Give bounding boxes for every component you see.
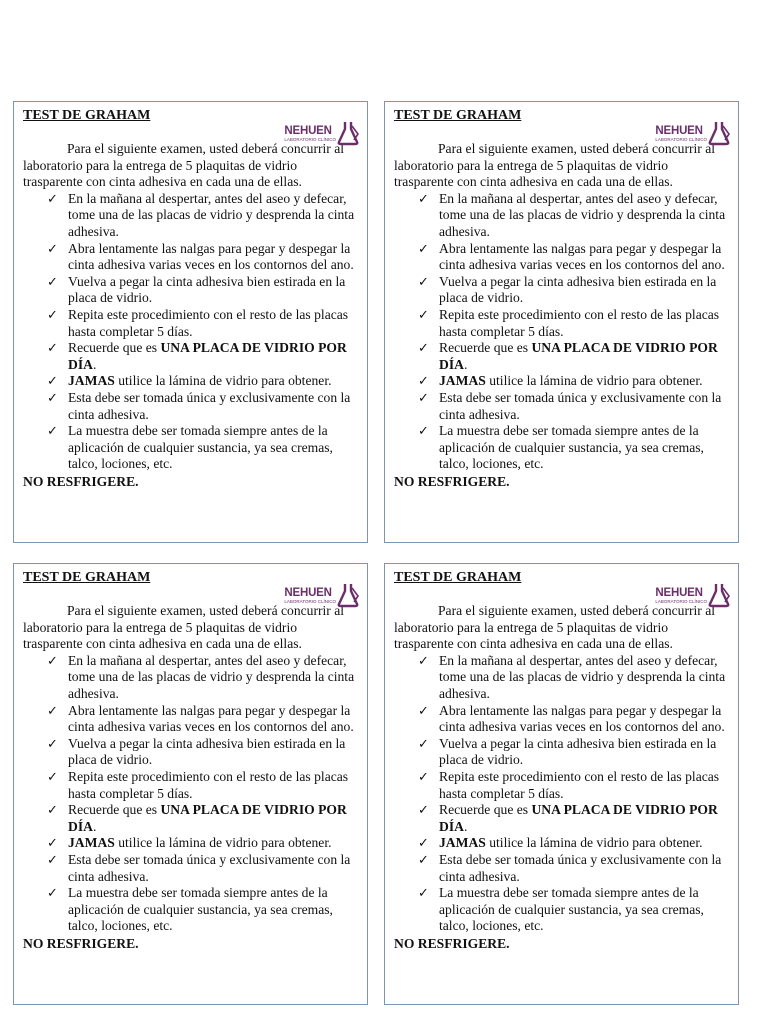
- list-item-pre: Repita este procedimiento con el resto de las placas hasta completar 5 días.: [68, 306, 349, 339]
- intro-text: Para el siguiente examen, usted deberá concurrir al laboratorio para la entrega de 5 plaquitas de vidrio trasparente con cinta adhesiva en cada una de ellas.: [23, 603, 345, 652]
- instruction-list: [394, 191, 728, 473]
- lab-logo: [655, 119, 730, 147]
- checkmark-icon: ✓: [47, 768, 58, 784]
- list-item-pre: Repita este procedimiento con el resto de las placas hasta completar 5 días.: [439, 768, 720, 801]
- list-item: [47, 802, 357, 835]
- list-item: [418, 389, 728, 423]
- instruction-card: [13, 563, 368, 1005]
- list-item-pre: La muestra debe ser tomada siempre antes de la aplicación de cualquier sustancia, ya sea cremas, talco, lociones, etc.: [68, 423, 333, 472]
- list-item-post: utilice la lámina de vidrio para obtener.: [485, 835, 703, 851]
- list-item-bold: JAMAS: [439, 835, 486, 851]
- list-item-bold: JAMAS: [68, 373, 115, 389]
- list-item: [418, 802, 728, 835]
- instruction-list: [23, 191, 357, 473]
- list-item-pre: Esta debe ser tomada única y exclusivamente con la cinta adhesiva.: [68, 389, 351, 422]
- checkmark-icon: ✓: [418, 240, 429, 256]
- list-item-post: utilice la lámina de vidrio para obtener.: [485, 373, 703, 389]
- card-title: TEST DE GRAHAM: [394, 108, 522, 123]
- list-item-pre: Vuelva a pegar la cinta adhesiva bien estirada en la placa de vidrio.: [68, 273, 346, 306]
- checkmark-icon: ✓: [47, 240, 58, 256]
- list-item-pre: En la mañana al despertar, antes del aseo y defecar, tome una de las placas de vidrio y desprenda la cinta adhesiva.: [68, 190, 355, 239]
- checkmark-icon: ✓: [418, 389, 429, 405]
- list-item: [418, 851, 728, 885]
- flask-icon: [337, 120, 359, 146]
- logo-name: NEHUEN: [284, 586, 332, 599]
- instruction-list: [23, 653, 357, 935]
- checkmark-icon: ✓: [47, 340, 58, 356]
- checkmark-icon: ✓: [418, 702, 429, 718]
- list-item: [47, 735, 357, 769]
- list-item-pre: Esta debe ser tomada única y exclusivamente con la cinta adhesiva.: [439, 389, 722, 422]
- list-item: [47, 389, 357, 423]
- logo-name: NEHUEN: [655, 124, 703, 137]
- checkmark-icon: ✓: [47, 735, 58, 751]
- checkmark-icon: ✓: [47, 190, 58, 206]
- logo-subtitle: LABORATORIO CLÍNICO: [655, 136, 707, 142]
- checkmark-icon: ✓: [47, 802, 58, 818]
- list-item-pre: Abra lentamente las nalgas para pegar y despegar la cinta adhesiva varias veces en los contornos del ano.: [439, 702, 725, 735]
- checkmark-icon: ✓: [418, 306, 429, 322]
- checkmark-icon: ✓: [418, 423, 429, 439]
- checkmark-icon: ✓: [418, 768, 429, 784]
- list-item: [47, 240, 357, 274]
- intro-text: Para el siguiente examen, usted deberá concurrir al laboratorio para la entrega de 5 plaquitas de vidrio trasparente con cinta adhesiva en cada una de ellas.: [394, 141, 716, 190]
- list-item-pre: Vuelva a pegar la cinta adhesiva bien estirada en la placa de vidrio.: [439, 735, 717, 768]
- footer-warning: NO RESFRIGERE.: [394, 473, 510, 489]
- instruction-card: [384, 563, 739, 1005]
- list-item-pre: En la mañana al despertar, antes del aseo y defecar, tome una de las placas de vidrio y desprenda la cinta adhesiva.: [68, 652, 355, 701]
- list-item-pre: Recuerde que es: [68, 340, 161, 356]
- card-title: TEST DE GRAHAM: [394, 570, 522, 585]
- list-item-bold: UNA PLACA DE VIDRIO POR DÍA: [68, 340, 347, 372]
- footer-warning: NO RESFRIGERE.: [23, 473, 139, 489]
- logo-subtitle: LABORATORIO CLÍNICO: [284, 598, 336, 604]
- list-item: [418, 652, 728, 703]
- checkmark-icon: ✓: [418, 652, 429, 668]
- list-item-pre: Repita este procedimiento con el resto de las placas hasta completar 5 días.: [439, 306, 720, 339]
- list-item-post: .: [92, 818, 97, 834]
- list-item-post: .: [92, 356, 97, 372]
- instruction-list: [394, 653, 728, 935]
- checkmark-icon: ✓: [47, 835, 58, 851]
- list-item: [418, 373, 728, 390]
- checkmark-icon: ✓: [418, 835, 429, 851]
- list-item: [418, 702, 728, 736]
- checkmark-icon: ✓: [418, 802, 429, 818]
- list-item: [47, 885, 357, 935]
- list-item-post: utilice la lámina de vidrio para obtener.: [114, 373, 332, 389]
- intro-text: Para el siguiente examen, usted deberá concurrir al laboratorio para la entrega de 5 plaquitas de vidrio trasparente con cinta adhesiva en cada una de ellas.: [394, 603, 716, 652]
- list-item-pre: Repita este procedimiento con el resto de las placas hasta completar 5 días.: [68, 768, 349, 801]
- logo-name: NEHUEN: [655, 586, 703, 599]
- list-item-pre: Recuerde que es: [439, 340, 532, 356]
- list-item-pre: Vuelva a pegar la cinta adhesiva bien estirada en la placa de vidrio.: [439, 273, 717, 306]
- lab-logo: [284, 119, 359, 147]
- list-item: [47, 851, 357, 885]
- list-item-pre: Abra lentamente las nalgas para pegar y despegar la cinta adhesiva varias veces en los contornos del ano.: [439, 240, 725, 273]
- instruction-card: [13, 101, 368, 543]
- list-item-pre: Esta debe ser tomada única y exclusivamente con la cinta adhesiva.: [439, 851, 722, 884]
- list-item-bold: JAMAS: [68, 835, 115, 851]
- checkmark-icon: ✓: [47, 389, 58, 405]
- list-item: [47, 652, 357, 703]
- list-item: [418, 306, 728, 340]
- list-item: [418, 340, 728, 373]
- list-item: [47, 190, 357, 241]
- list-item: [47, 306, 357, 340]
- checkmark-icon: ✓: [47, 885, 58, 901]
- checkmark-icon: ✓: [418, 735, 429, 751]
- logo-subtitle: LABORATORIO CLÍNICO: [284, 136, 336, 142]
- list-item: [418, 423, 728, 473]
- checkmark-icon: ✓: [47, 851, 58, 867]
- list-item: [418, 273, 728, 307]
- list-item-post: .: [463, 818, 468, 834]
- list-item: [47, 768, 357, 802]
- list-item: [47, 835, 357, 852]
- list-item: [418, 885, 728, 935]
- list-item-pre: Recuerde que es: [439, 802, 532, 818]
- list-item-pre: Vuelva a pegar la cinta adhesiva bien estirada en la placa de vidrio.: [68, 735, 346, 768]
- list-item-pre: La muestra debe ser tomada siempre antes de la aplicación de cualquier sustancia, ya sea cremas, talco, lociones, etc.: [439, 885, 704, 934]
- checkmark-icon: ✓: [418, 373, 429, 389]
- list-item-bold: UNA PLACA DE VIDRIO POR DÍA: [68, 802, 347, 834]
- footer-warning: NO RESFRIGERE.: [23, 935, 139, 951]
- list-item-pre: La muestra debe ser tomada siempre antes de la aplicación de cualquier sustancia, ya sea cremas, talco, lociones, etc.: [68, 885, 333, 934]
- list-item-pre: Abra lentamente las nalgas para pegar y despegar la cinta adhesiva varias veces en los contornos del ano.: [68, 240, 354, 273]
- checkmark-icon: ✓: [418, 190, 429, 206]
- list-item-pre: La muestra debe ser tomada siempre antes de la aplicación de cualquier sustancia, ya sea cremas, talco, lociones, etc.: [439, 423, 704, 472]
- intro-text: Para el siguiente examen, usted deberá concurrir al laboratorio para la entrega de 5 plaquitas de vidrio trasparente con cinta adhesiva en cada una de ellas.: [23, 141, 345, 190]
- list-item: [418, 240, 728, 274]
- list-item-pre: Esta debe ser tomada única y exclusivamente con la cinta adhesiva.: [68, 851, 351, 884]
- list-item-pre: Recuerde que es: [68, 802, 161, 818]
- list-item: [47, 423, 357, 473]
- card-title: TEST DE GRAHAM: [23, 108, 151, 123]
- checkmark-icon: ✓: [418, 885, 429, 901]
- flask-icon: [337, 582, 359, 608]
- checkmark-icon: ✓: [47, 423, 58, 439]
- checkmark-icon: ✓: [418, 273, 429, 289]
- checkmark-icon: ✓: [47, 702, 58, 718]
- list-item: [418, 835, 728, 852]
- checkmark-icon: ✓: [47, 306, 58, 322]
- lab-logo: [655, 581, 730, 609]
- list-item-bold: UNA PLACA DE VIDRIO POR DÍA: [439, 340, 718, 372]
- flask-icon: [708, 120, 730, 146]
- list-item-pre: En la mañana al despertar, antes del aseo y defecar, tome una de las placas de vidrio y desprenda la cinta adhesiva.: [439, 652, 726, 701]
- instruction-card: [384, 101, 739, 543]
- checkmark-icon: ✓: [418, 340, 429, 356]
- card-title: TEST DE GRAHAM: [23, 570, 151, 585]
- lab-logo: [284, 581, 359, 609]
- logo-subtitle: LABORATORIO CLÍNICO: [655, 598, 707, 604]
- checkmark-icon: ✓: [47, 373, 58, 389]
- list-item: [47, 702, 357, 736]
- list-item: [418, 190, 728, 241]
- list-item-bold: JAMAS: [439, 373, 486, 389]
- list-item-pre: En la mañana al despertar, antes del aseo y defecar, tome una de las placas de vidrio y desprenda la cinta adhesiva.: [439, 190, 726, 239]
- list-item-post: .: [463, 356, 468, 372]
- logo-name: NEHUEN: [284, 124, 332, 137]
- list-item-pre: Abra lentamente las nalgas para pegar y despegar la cinta adhesiva varias veces en los contornos del ano.: [68, 702, 354, 735]
- checkmark-icon: ✓: [47, 273, 58, 289]
- flask-icon: [708, 582, 730, 608]
- checkmark-icon: ✓: [418, 851, 429, 867]
- list-item-post: utilice la lámina de vidrio para obtener.: [114, 835, 332, 851]
- list-item-bold: UNA PLACA DE VIDRIO POR DÍA: [439, 802, 718, 834]
- list-item: [47, 273, 357, 307]
- footer-warning: NO RESFRIGERE.: [394, 935, 510, 951]
- list-item: [418, 768, 728, 802]
- list-item: [47, 340, 357, 373]
- list-item: [47, 373, 357, 390]
- list-item: [418, 735, 728, 769]
- checkmark-icon: ✓: [47, 652, 58, 668]
